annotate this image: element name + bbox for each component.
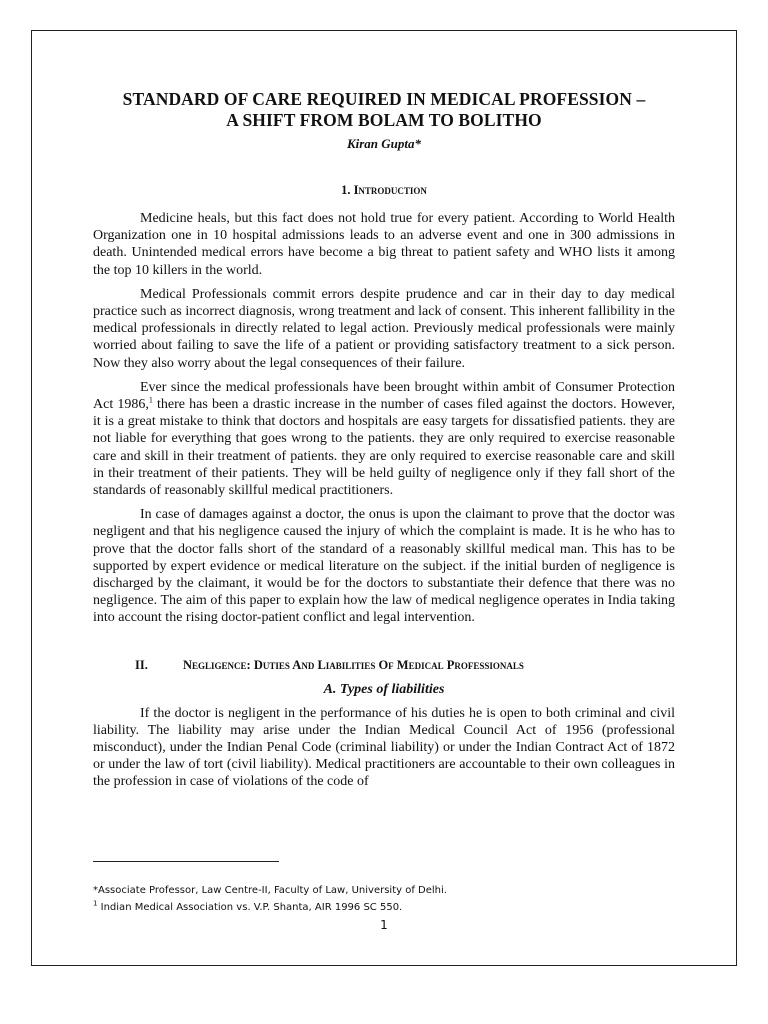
footnote-marker: 1 xyxy=(93,899,98,908)
paragraph: If the doctor is negligent in the performance of his duties he is open to both criminal and civil liability. The liability may arise under the Indian Medical Council Act of 1956 (professional misconduct), under the Indian Penal Code (criminal liability) or under the Indian Contract Act of 1872 or under the law of tort (civil liability). Medical practitioners are accountable to their own colleagues in the profession in case of violations of the code of xyxy=(93,705,675,790)
footnotes xyxy=(93,882,653,916)
title-line-2: A SHIFT FROM BOLAM TO BOLITHO xyxy=(226,110,542,130)
section-number: II. xyxy=(135,657,148,672)
footnote-1 xyxy=(93,899,653,916)
paragraph-text: there has been a drastic increase in the number of cases filed against the doctors. However, it is a great mistake to think that doctors and hospitals are easy targets for dissatisfied patients. they are not liable for everything that goes wrong to the patients. they are only required to exercise reasonable care and skill in their treatment of patients. they are only required to exercise reasonable care and skill in their treatment of their patients. They will be held guilty of negligence only if they fall short of the standards of reasonably skillful medical practitioners. xyxy=(93,397,676,499)
paragraph-text: Ever since the medical professionals have been brought within ambit of Consumer Protection Act 1986, xyxy=(93,379,675,413)
footnote-reference: 1 xyxy=(148,395,153,405)
paragraph-with-footnote xyxy=(93,379,675,499)
section-heading-introduction: 1. Introduction xyxy=(341,183,427,197)
section-heading-negligence xyxy=(93,658,675,673)
paragraph: Medical Professionals commit errors despite prudence and car in their day to day medical practice such as incorrect diagnosis, wrong treatment and lack of consent. This inherent fallibility in the medical professionals in directly related to legal action. Previously medical professionals were mainly worried about failing to save the life of a patient or providing satisfactory treatment to a sick person. Now they also worry about the legal consequences of their failure. xyxy=(93,286,675,371)
paragraph: In case of damages against a doctor, the onus is upon the claimant to prove that the doctor was negligent and that his negligence caused the injury of which the complaint is made. It is he who has to prove that the doctor falls short of the standard of a reasonably skillful medical man. This has to be supported by expert evidence or medical literature on the subject. if the initial burden of negligence is discharged by the claimant, it would be for the doctors to substantiate their defence that there was no negligence. The aim of this paper to explain how the law of medical negligence operates in India taking into account the rising doctor-patient conflict and legal intervention. xyxy=(93,507,675,626)
footnote-author: *Associate Professor, Law Centre-II, Faculty of Law, University of Delhi. xyxy=(93,885,447,896)
document-body xyxy=(93,89,675,798)
document-title xyxy=(93,89,675,131)
title-line-1: STANDARD OF CARE REQUIRED IN MEDICAL PROFESSION – xyxy=(122,89,646,109)
paragraph: Medicine heals, but this fact does not hold true for every patient. According to World Health Organization one in 10 hospital admissions leads to an adverse event and one in 300 admissions in death. Unintended medical errors have become a big threat to patient safety and WHO lists it among the top 10 killers in the world. xyxy=(93,211,675,278)
page-number: 1 xyxy=(380,918,388,932)
footnote-text: Indian Medical Association vs. V.P. Shanta, AIR 1996 SC 550. xyxy=(97,902,403,913)
footnote-divider xyxy=(93,861,279,862)
subsection-heading: A. Types of liabilities xyxy=(323,681,445,697)
section-title: Negligence: Duties And Liabilities Of Medical Professionals xyxy=(183,657,524,672)
author-name: Kiran Gupta* xyxy=(346,136,422,151)
